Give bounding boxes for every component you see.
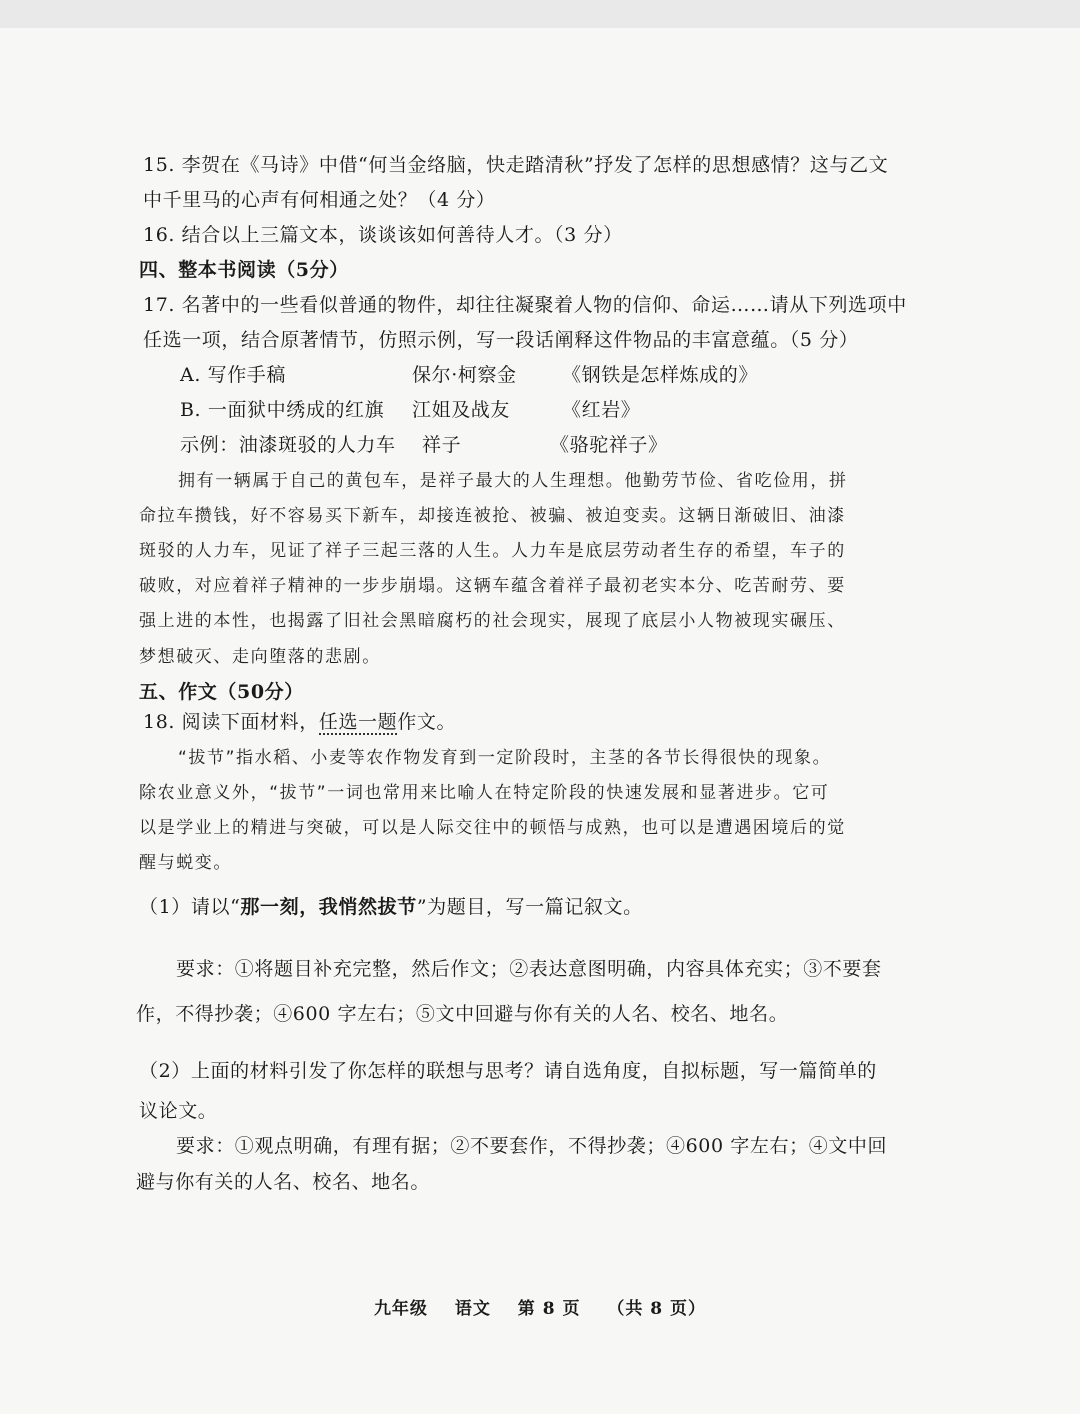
option-a-item: A. 写作手稿 (180, 364, 287, 386)
option-b-person: 江姐及战友 (412, 399, 511, 421)
task-1 (139, 894, 643, 920)
option-a (180, 362, 759, 388)
example-paragraph-line5: 强上进的本性，也揭露了旧社会黑暗腐朽的社会现实，展现了底层小人物被现实碾压、 (139, 611, 846, 631)
material-line4: 醒与蜕变。 (139, 853, 232, 873)
example-paragraph-line3: 斑驳的人力车，见证了祥子三起三落的人生。人力车是底层劳动者生存的希望，车子的 (139, 541, 846, 561)
option-b-book: 《红岩》 (562, 399, 641, 421)
task-2-requirements-line2: 避与你有关的人名、校名、地名。 (136, 1171, 431, 1193)
question-18-intro (143, 709, 456, 735)
task-1-requirements-line1: 要求：①将题目补充完整，然后作文；②表达意图明确，内容具体充实；③不要套 (176, 958, 882, 980)
example-option (180, 432, 668, 458)
material-line2: 除农业意义外，“拔节”一词也常用来比喻人在特定阶段的快速发展和显著进步。它可 (139, 783, 830, 803)
example-book: 《骆驼祥子》 (550, 434, 668, 456)
example-paragraph-line6: 梦想破灭、走向堕落的悲剧。 (139, 647, 381, 667)
task-1-requirements-line2: 作，不得抄袭；④600 字左右；⑤文中回避与你有关的人名、校名、地名。 (136, 1003, 789, 1025)
footer-page-number: 第 8 页 (517, 1299, 581, 1319)
example-person: 祥子 (422, 434, 462, 456)
task-2-line1: （2）上面的材料引发了你怎样的联想与思考？请自选角度，自拟标题，写一篇简单的 (139, 1060, 877, 1082)
task-2-line2: 议论文。 (139, 1100, 218, 1122)
material-line1: “拔节”指水稻、小麦等农作物发育到一定阶段时，主茎的各节长得很快的现象。 (178, 748, 832, 768)
footer-grade: 九年级 (373, 1299, 428, 1319)
q18-intro-emphasis: 任选一题 (318, 711, 398, 733)
material-line3: 以是学业上的精进与突破，可以是人际交往中的顿悟与成熟，也可以是遭遇困境后的觉 (139, 818, 846, 838)
exam-page (0, 28, 1080, 1414)
example-paragraph-line4: 破败，对应着祥子精神的一步步崩塌。这辆车蕴含着祥子最初老实本分、吃苦耐劳、要 (139, 576, 846, 596)
footer-total-pages: （共 8 页） (607, 1299, 707, 1319)
question-16: 16. 结合以上三篇文本，谈谈该如何善待人才。（3 分） (143, 224, 623, 246)
question-17-line1: 17. 名著中的一些看似普通的物件，却往往凝聚着人物的信仰、命运……请从下列选项中 (143, 294, 907, 316)
task-1-title: 那一刻，我悄然拔节 (240, 896, 417, 918)
question-15-line2: 中千里马的心声有何相通之处？（4 分） (143, 189, 496, 211)
option-b-item: B. 一面狱中绣成的红旗 (180, 399, 385, 421)
question-15-line1: 15. 李贺在《马诗》中借“何当金络脑，快走踏清秋”抒发了怎样的思想感情？这与乙文 (143, 154, 889, 176)
option-b (180, 397, 641, 423)
section-5-heading: 五、作文（50分） (139, 681, 304, 703)
question-17-line2: 任选一项，结合原著情节，仿照示例，写一段话阐释这件物品的丰富意蕴。（5 分） (143, 329, 859, 351)
task-1-suffix: ”为题目，写一篇记叙文。 (416, 896, 643, 918)
example-paragraph-line2: 命拉车攒钱，好不容易买下新车，却接连被抢、被骗、被迫变卖。这辆日渐破旧、油漆 (139, 506, 846, 526)
footer-subject: 语文 (454, 1299, 491, 1319)
option-a-person: 保尔·柯察金 (412, 364, 517, 386)
task-2-requirements-line1: 要求：①观点明确，有理有据；②不要套作，不得抄袭；④600 字左右；④文中回 (176, 1135, 888, 1157)
section-4-heading: 四、整本书阅读（5分） (139, 259, 349, 281)
q18-intro-prefix: 18. 阅读下面材料， (143, 711, 319, 733)
example-item: 示例：油漆斑驳的人力车 (180, 434, 396, 456)
option-a-book: 《钢铁是怎样炼成的》 (562, 364, 759, 386)
page-footer (0, 1294, 1080, 1319)
q18-intro-suffix: 作文。 (397, 711, 457, 733)
task-1-prefix: （1）请以“ (139, 896, 241, 918)
example-paragraph-line1: 拥有一辆属于自己的黄包车，是祥子最大的人生理想。他勤劳节俭、省吃俭用，拼 (178, 471, 848, 491)
